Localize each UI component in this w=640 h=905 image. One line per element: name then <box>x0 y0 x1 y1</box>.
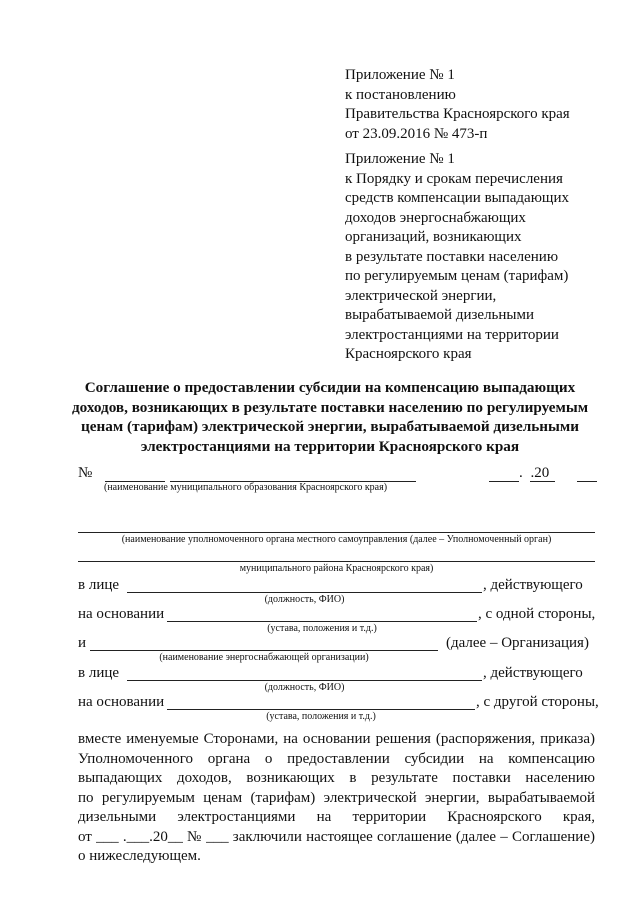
appendix-2-line: электростанциями на территории <box>345 326 559 343</box>
party2-person-line[interactable] <box>127 680 482 681</box>
body-line: дизельными электростанциями на территории Красноярского края, <box>78 809 595 825</box>
appendix-1-line: Приложение № 1 <box>345 67 455 83</box>
body-line: Уполномоченного органа о предоставлении субсидии на компенсацию <box>78 750 595 767</box>
party1-basis-line[interactable] <box>167 621 477 622</box>
agreement-body <box>78 730 595 867</box>
party2-basis-caption: (устава, положения и т.д.) <box>266 711 376 722</box>
body-line: о нижеследующем. <box>78 848 201 864</box>
party2-basis-label: на основании <box>78 694 165 710</box>
appendix-2-line: организаций, возникающих <box>345 229 522 245</box>
body-line: вместе именуемые Сторонами, на основании решения (распоряжения, приказа) <box>78 731 595 747</box>
party1-basis-suffix: , с одной стороны, <box>478 606 596 622</box>
body-line: от ___ .___.20__ № ___ заключили настоящее соглашение (далее – Соглашение) <box>78 828 595 845</box>
municipality-caption: (наименование муниципального образования Красноярского края) <box>104 482 388 493</box>
authority-name-line-2[interactable] <box>78 561 595 562</box>
appendix-1-line: Правительства Красноярского края <box>345 106 570 122</box>
agreement-title <box>60 378 600 456</box>
appendix-2-line: Красноярского края <box>345 346 472 362</box>
date-day-line[interactable] <box>489 481 519 482</box>
party2-person-label: в лице <box>78 665 120 681</box>
appendix-2-line: электрической энергии, <box>345 287 497 304</box>
title-line: доходов, возникающих в результате поставки населению по регулируемым <box>71 398 589 416</box>
appendix-2-line: средств компенсации выпадающих <box>345 190 569 206</box>
party1-basis-caption: (устава, положения и т.д.) <box>267 623 377 634</box>
party2-basis-line[interactable] <box>167 709 475 710</box>
authority-caption: (наименование уполномоченного органа местного самоуправления (далее – Уполномоченный орган) <box>121 534 552 545</box>
title-line: ценам (тарифам) электрической энергии, вырабатываемой дизельными <box>81 418 579 435</box>
appendix-1-block <box>345 66 570 144</box>
title-line: Соглашение о предоставлении субсидии на компенсацию выпадающих <box>84 379 576 396</box>
authority-name-line[interactable] <box>78 532 595 533</box>
party1-person-caption: (должность, ФИО) <box>264 594 345 605</box>
appendix-1-line: от 23.09.2016 № 473-п <box>345 125 488 142</box>
party1-person-suffix: , действующего <box>483 577 583 593</box>
party2-org-label: и <box>78 635 87 651</box>
appendix-2-line: доходов энергоснабжающих <box>345 209 526 226</box>
party2-org-suffix: (далее – Организация) <box>446 635 589 651</box>
body-line: по регулируемым ценам (тарифам) электрической энергии, вырабатываемой <box>78 789 595 806</box>
title-line: электростанциями на территории Красноярского края <box>140 437 520 455</box>
authority-caption-2: муниципального района Красноярского края) <box>239 563 434 574</box>
party1-person-line[interactable] <box>127 592 482 593</box>
party1-person-label: в лице <box>78 577 120 593</box>
appendix-1-line: к постановлению <box>345 86 456 103</box>
appendix-2-block <box>345 150 569 365</box>
date-text: . .20 <box>519 465 550 481</box>
party1-basis-label: на основании <box>78 606 165 622</box>
party2-org-caption: (наименование энергоснабжающей организации) <box>159 652 369 663</box>
party2-person-suffix: , действующего <box>483 665 583 681</box>
appendix-2-line: по регулируемым ценам (тарифам) <box>345 268 569 284</box>
appendix-2-line: в результате поставки населению <box>345 248 559 265</box>
party2-basis-suffix: , с другой стороны, <box>476 694 599 710</box>
date-year-line[interactable] <box>577 481 597 482</box>
appendix-2-line: вырабатываемой дизельными <box>345 307 535 323</box>
number-sign: № <box>78 465 93 481</box>
appendix-2-line: к Порядку и срокам перечисления <box>345 170 563 187</box>
party2-person-caption: (должность, ФИО) <box>264 682 345 693</box>
party2-org-line[interactable] <box>90 650 438 651</box>
body-line: выпадающих доходов, возникающих в результате поставки населению <box>78 770 595 786</box>
appendix-2-line: Приложение № 1 <box>345 151 455 167</box>
